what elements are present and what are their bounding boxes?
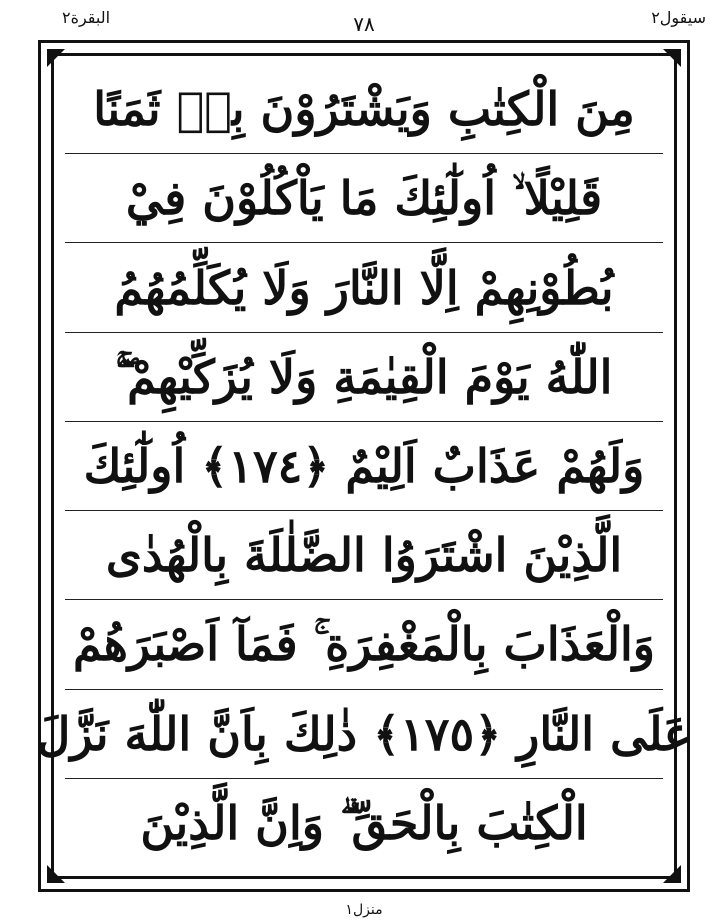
text-line-7: وَالْعَذَابَ بِالْمَغْفِرَةِ ۚ فَمَآ اَصْبَرَهُمْ: [65, 600, 663, 689]
juz-name: سيقول٢: [651, 8, 706, 27]
corner-ornament-icon: [661, 863, 683, 885]
text-line-2: قَلِيْلًا ۙ اُولٰٓئِكَ مَا يَاْكُلُوْنَ فِيْ: [65, 154, 663, 243]
text-line-1: مِنَ الْكِتٰبِ وَيَشْتَرُوْنَ بِهٖ ثَمَنًا: [65, 65, 663, 154]
text-line-6: الَّذِيْنَ اشْتَرَوُا الضَّلٰلَةَ بِالْهُدٰى: [65, 511, 663, 600]
text-line-4: اللّٰهُ يَوْمَ الْقِيٰمَةِ وَلَا يُزَكِّيْهِمْ ۖۚ: [65, 333, 663, 422]
text-line-9: الْكِتٰبَ بِالْحَقِّ ۗ وَاِنَّ الَّذِيْنَ: [140, 795, 588, 850]
text-lines: [36, 65, 692, 867]
page-frame: [38, 40, 690, 892]
text-line-8: عَلَى النَّارِ ﴿١٧٥﴾ ذٰلِكَ بِاَنَّ اللّٰهَ نَزَّلَ: [65, 690, 663, 779]
corner-ornament-icon: [45, 47, 67, 69]
corner-ornament-icon: [661, 47, 683, 69]
text-line-5: وَلَهُمْ عَذَابٌ اَلِيْمٌ ﴿١٧٤﴾ اُولٰٓئِكَ: [65, 422, 663, 511]
corner-ornament-icon: [45, 863, 67, 885]
manzil-footer: منزل١: [345, 902, 383, 918]
page-number: ٧٨: [353, 12, 375, 36]
surah-name: البقرة٢: [62, 8, 111, 27]
text-line-3: بُطُوْنِهِمْ اِلَّا النَّارَ وَلَا يُكَلِّمُهُمُ: [65, 243, 663, 332]
